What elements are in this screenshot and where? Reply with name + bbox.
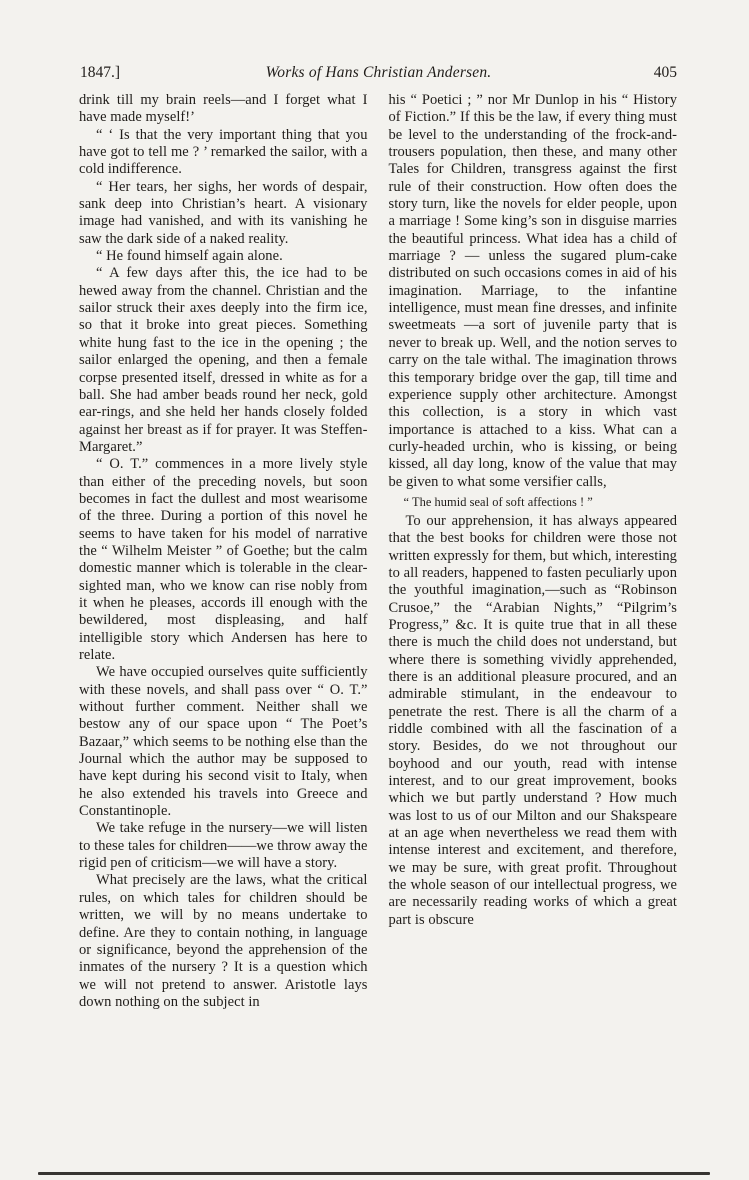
paragraph: We have occupied ourselves quite sufficiently with these novels, and shall pass over “ O. T.” without further comment. Neither shall we bestow any of our space upon “ The Poet’s Bazaar,” which seems to be nothing else than the Journal which the author may be supposed to have kept during his second visit to Italy, when he also extended his travels into Greece and Constantinople.	[79, 664, 368, 820]
running-header	[80, 64, 677, 82]
paragraph: “ Her tears, her sighs, her words of despair, sank deep into Christian’s heart. A visionary image had vanished, and with its vanishing he saw the dark side of a naked reality.	[79, 178, 368, 247]
page-date: 1847.]	[80, 64, 121, 81]
paragraph: What precisely are the laws, what the critical rules, on which tales for children should be written, we will by no means undertake to define. Are they to contain nothing, in language or significance, beyond the apprehension of the inmates of the nursery ? It is a question which we will not pretend to answer. Aristotle lays down nothing on the subject in	[79, 872, 368, 1010]
paragraph: “ A few days after this, the ice had to be hewed away from the channel. Christian and the sailor struck their axes deeply into the firm ice, so that it broke into great pieces. Something white hung fast to the ice in the opening ; the sailor enlarged the opening, and then a female corpse presented itself, dressed in white as for a ball. She had amber beads round her neck, gold ear-rings, and she held her hands closely folded against her breast as if for prayer. It was Steffen-Margaret.”	[79, 265, 368, 455]
paragraph: drink till my brain reels—and I forget what I have made myself!’	[79, 92, 368, 126]
text-columns	[79, 92, 677, 1168]
verse-quote: “ The humid seal of soft affections ! ”	[403, 494, 593, 509]
page-number: 405	[653, 64, 677, 81]
running-title: Works of Hans Christian Andersen.	[265, 64, 492, 81]
scan-edge-artifact	[38, 1172, 710, 1175]
paragraph: his “ Poetici ; ” nor Mr Dunlop in his “ History of Fiction.” If this be the law, if every thing must be level to the understanding of the frock-and-trousers population, then these, and many other Tales for Children, transgress against the first rule of their construction. How often does the story turn, like the novels for elder people, upon a marriage ! Some king’s son in disguise marries the beautiful princess. What idea has a child of marriage ? — unless the sugared plum-cake distributed on such occasions comes in aid of his imagination. Marriage, to the infantine intelligence, must mean fine dresses, and infinite sweetmeats —a sort of juvenile party that is never to break up. Well, and the notion serves to carry on the tale withal. The imagination throws this temporary bridge over the gap, till time and experience supply other architecture. Amongst this collection, is a story in which vast importance is attached to a kiss. What can a curly-headed urchin, who is kissing, or being kissed, all day long, know of the value that may be given to what some versifier calls,	[388, 92, 677, 490]
paragraph: To our apprehension, it has always appeared that the best books for children were those not written expressly for them, but which, interesting to all readers, happened to fasten peculiarly upon the youthful imagination,—such as “Robinson Crusoe,” the “Arabian Nights,” “Pilgrim’s Progress,” &c. It is quite true that in all these there is much the child does not understand, but where there is something vividly apprehended, there is an additional pleasure procured, and an admirable stimulant, in the endeavour to penetrate the rest. There is all the charm of a riddle combined with all the fascination of a story. Besides, do we not throughout our boyhood and our youth, read with intense interest, and to our great improvement, books which we but partly understand ? How much was lost to us of our Milton and our Shakspeare at an age when nevertheless we read them with intense interest and excitement, and therefore, we may be sure, with great profit. Throughout the whole season of our intellectual progress, we are necessarily reading works of which a great part is obscure	[388, 512, 677, 928]
paragraph: “ O. T.” commences in a more lively style than either of the preceding novels, but soon becomes in fact the dullest and most wearisome of the three. During a portion of this novel he seems to have taken for his model of narrative the “ Wilhelm Meister ” of Goethe; but the calm domestic manner which is tolerable in the clear-sighted man, who we know can rise nobly from it when he pleases, accords ill enough with the bewildered, most displeasing, and half intelligible story which Andersen has here to relate.	[79, 456, 368, 663]
right-column	[389, 92, 678, 1168]
paragraph: “ He found himself again alone.	[96, 248, 283, 265]
paragraph: “ ‘ Is that the very important thing that you have got to tell me ? ’ remarked the sailor, with a cold indifference.	[79, 126, 368, 178]
paragraph: We take refuge in the nursery—we will listen to these tales for children——we throw away the rigid pen of criticism—we will have a story.	[79, 820, 368, 872]
left-column	[79, 92, 368, 1168]
